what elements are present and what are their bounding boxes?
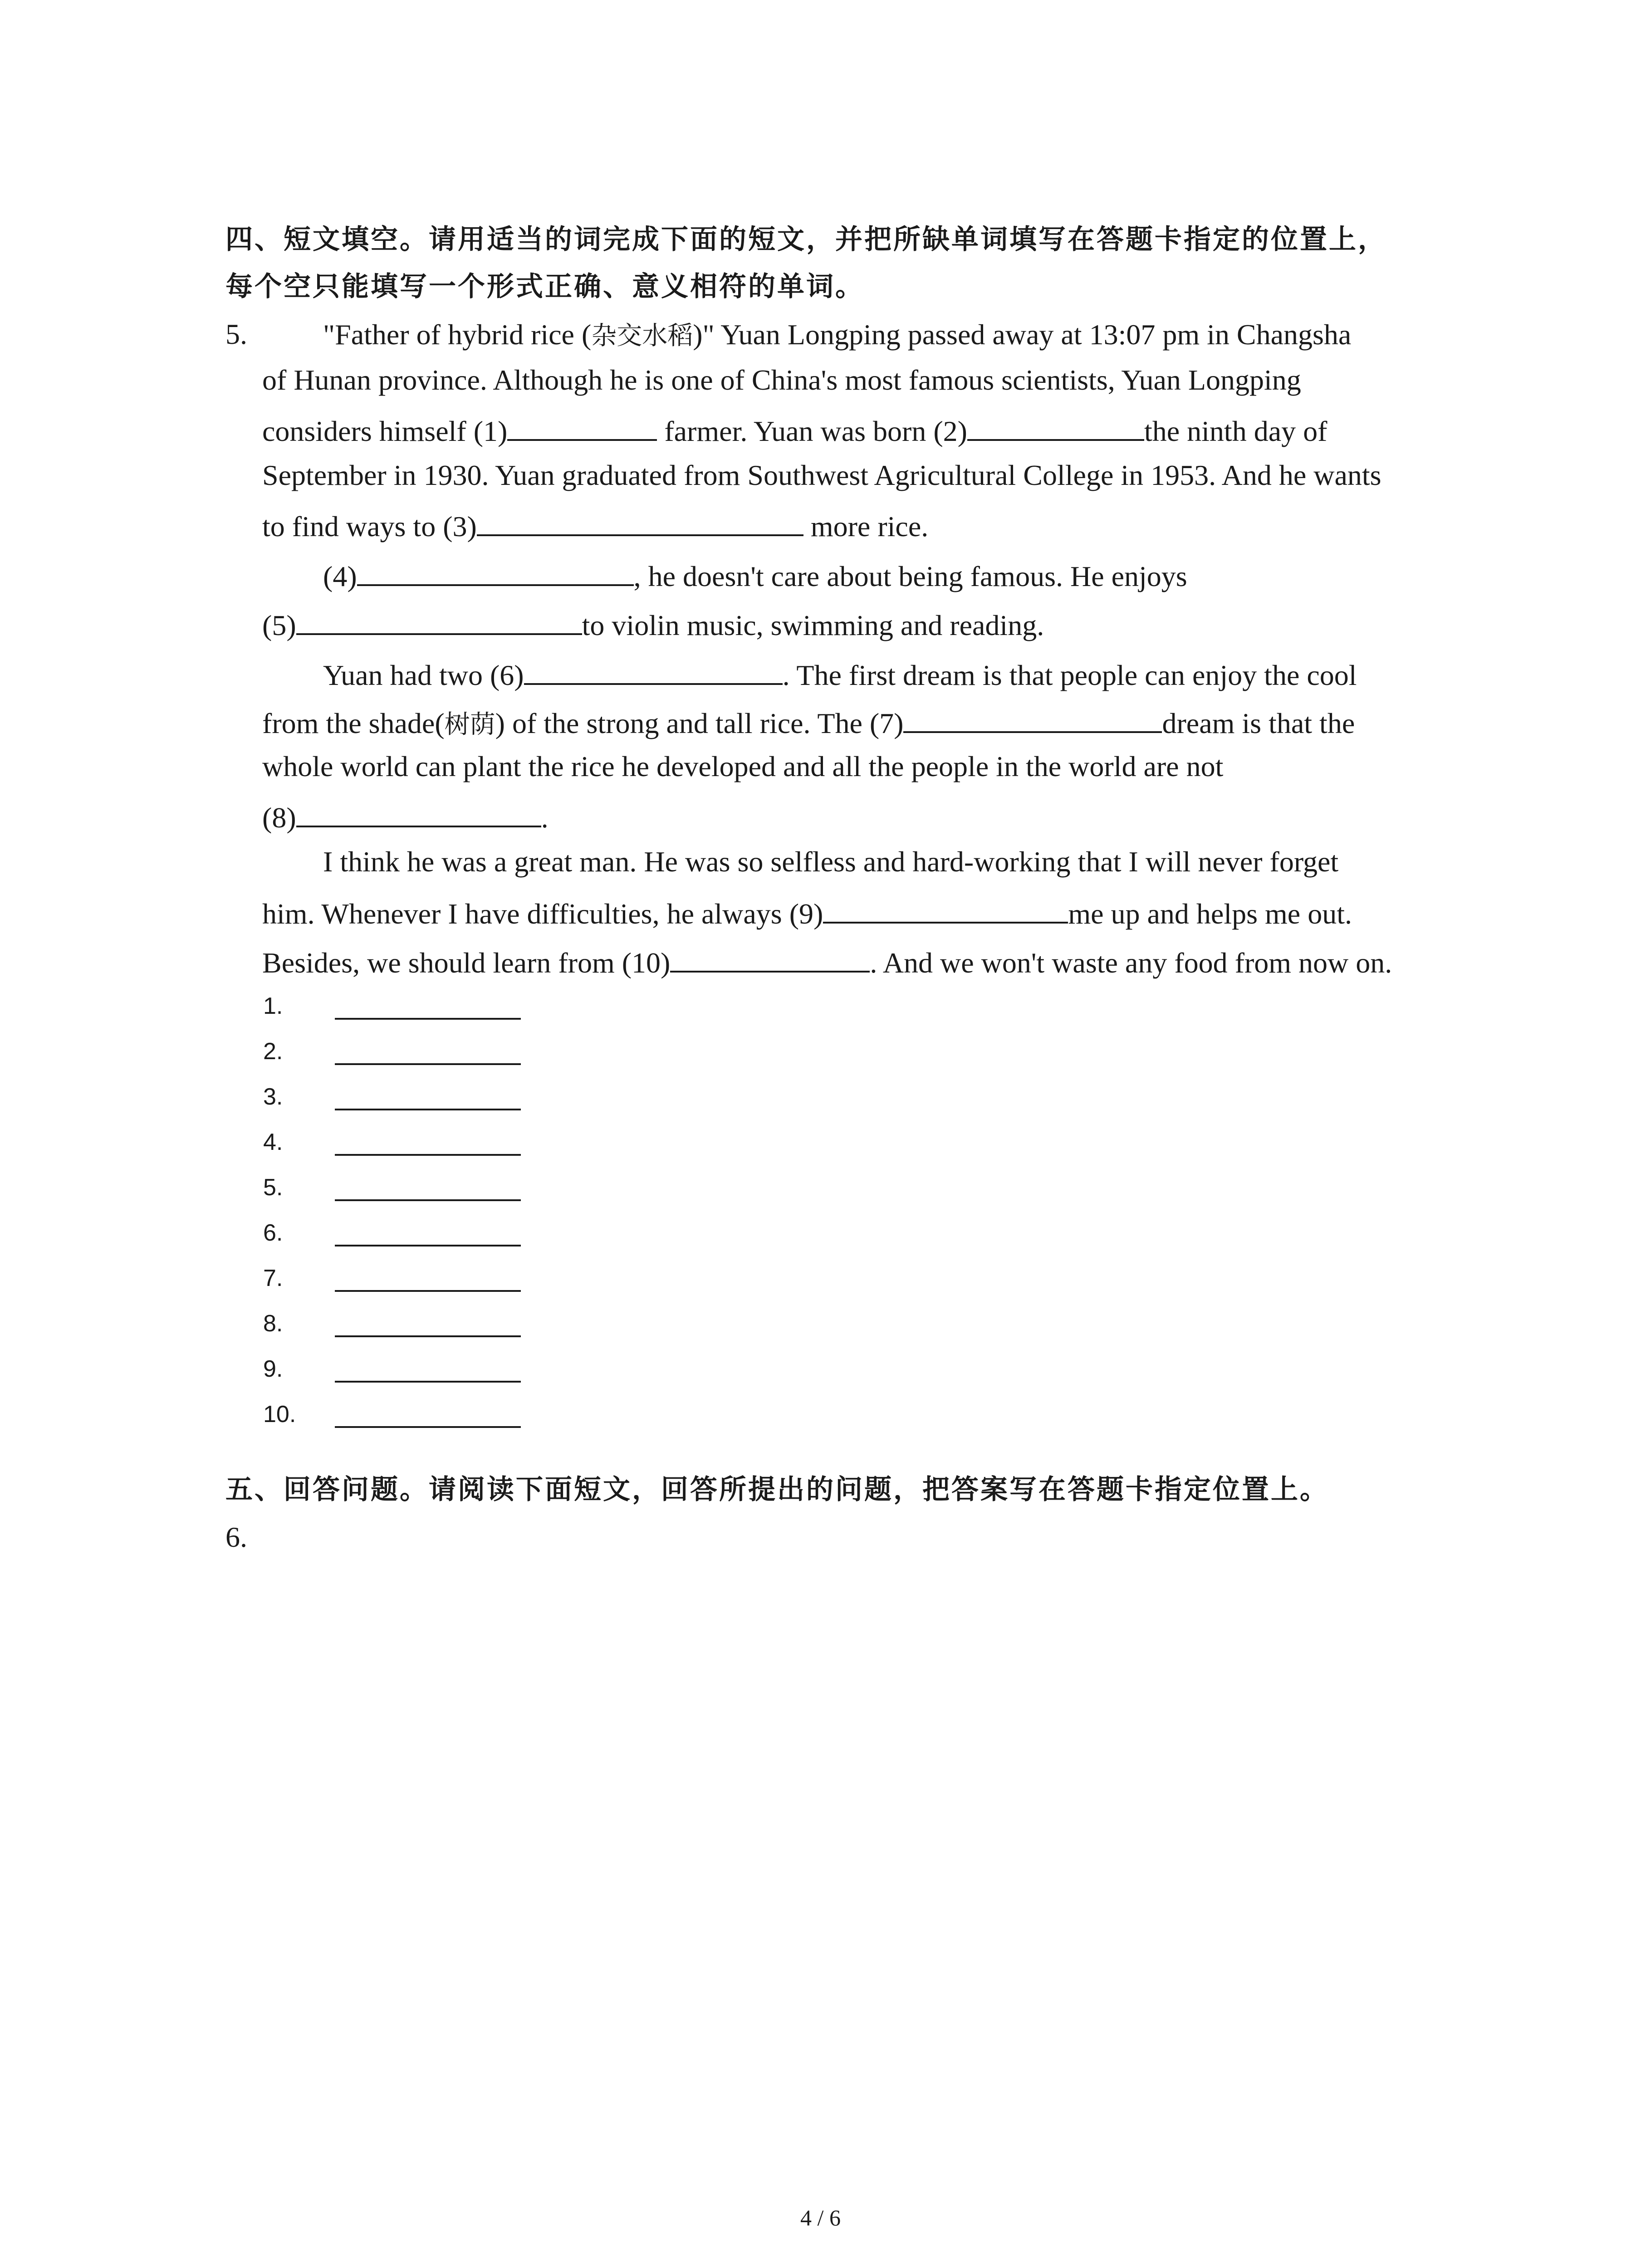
text-run: (5) — [262, 609, 296, 641]
text-run: to violin music, swimming and reading. — [582, 609, 1044, 641]
answer-line[interactable] — [335, 1245, 521, 1246]
text-run: , he doesn't care about being famous. He enjoys — [633, 560, 1187, 592]
text-run: more rice. — [803, 510, 929, 543]
answer-number: 7. — [263, 1265, 283, 1291]
blank-9[interactable] — [823, 896, 1068, 924]
passage-line: September in 1930. Yuan graduated from Southwest Agricultural College in 1953. And he wants — [262, 459, 1381, 491]
text-run: . The first dream is that people can enjoy the cool — [782, 659, 1357, 691]
text-run: farmer. Yuan was born (2) — [657, 415, 967, 447]
answer-line[interactable] — [335, 1426, 521, 1428]
answer-number: 9. — [263, 1356, 283, 1382]
answer-number: 1. — [263, 993, 283, 1019]
answer-line[interactable] — [335, 1063, 521, 1065]
chinese-gloss: 杂交水稻 — [591, 321, 693, 351]
answer-line[interactable] — [335, 1381, 521, 1383]
section-5-heading: 五、回答问题。请阅读下面短文，回答所提出的问题，把答案写在答题卡指定位置上。 — [225, 1474, 1329, 1505]
answer-row — [263, 1265, 535, 1305]
passage-line — [323, 320, 1351, 349]
blank-10[interactable] — [670, 945, 870, 973]
answer-row — [263, 1355, 535, 1396]
passage-line — [262, 706, 1355, 738]
answer-number: 2. — [263, 1038, 283, 1065]
passage-line — [262, 800, 549, 832]
passage-line: whole world can plant the rice he developed and all the people in the world are not — [262, 750, 1224, 782]
text-run: considers himself (1) — [262, 415, 508, 447]
answer-row — [263, 1310, 535, 1351]
answer-line[interactable] — [335, 1109, 521, 1110]
text-run: "Father of hybrid rice ( — [323, 318, 592, 351]
page-number: 4 / 6 — [800, 2205, 841, 2230]
text-run: . And we won't waste any food from now on. — [870, 947, 1392, 979]
blank-7[interactable] — [903, 706, 1162, 733]
text-run: to find ways to (3) — [262, 510, 477, 543]
answer-row — [263, 1038, 535, 1079]
answer-line[interactable] — [335, 1290, 521, 1292]
question-5-number: 5. — [225, 318, 247, 350]
answer-number: 4. — [263, 1129, 283, 1155]
answer-line[interactable] — [335, 1199, 521, 1201]
answer-row — [263, 1401, 535, 1442]
answer-line[interactable] — [335, 1018, 521, 1020]
passage-line — [262, 608, 1044, 640]
passage-line — [262, 414, 1327, 446]
blank-8[interactable] — [296, 800, 541, 827]
text-run: dream is that the — [1162, 707, 1355, 739]
answer-line[interactable] — [335, 1335, 521, 1337]
text-run: Yuan had two (6) — [323, 659, 524, 691]
answer-number: 6. — [263, 1220, 283, 1246]
text-run: Besides, we should learn from (10) — [262, 947, 671, 979]
text-run: from the shade( — [262, 707, 445, 739]
answer-number: 10. — [263, 1401, 296, 1427]
question-6-number: 6. — [225, 1521, 247, 1553]
text-run: (8) — [262, 802, 296, 834]
passage-line — [323, 559, 1187, 591]
chinese-gloss: 树荫 — [444, 710, 495, 739]
answer-row — [263, 992, 535, 1033]
blank-4[interactable] — [357, 559, 634, 586]
answer-line[interactable] — [335, 1154, 521, 1156]
answer-row — [263, 1129, 535, 1169]
text-run: (4) — [323, 560, 357, 592]
blank-3[interactable] — [477, 509, 803, 536]
passage-line: of Hunan province. Although he is one of China's most famous scientists, Yuan Longping — [262, 364, 1301, 396]
text-run: him. Whenever I have difficulties, he always (9) — [262, 898, 823, 930]
blank-1[interactable] — [507, 414, 657, 441]
text-run: )" Yuan Longping passed away at 13:07 pm in Changsha — [693, 318, 1352, 351]
passage-line — [323, 658, 1357, 690]
text-run: me up and helps me out. — [1068, 898, 1352, 930]
passage-line — [262, 945, 1392, 978]
text-run: the ninth day of — [1144, 415, 1327, 447]
passage-line: I think he was a great man. He was so selfless and hard-working that I will never forget — [323, 846, 1339, 878]
answer-row — [263, 1083, 535, 1124]
blank-2[interactable] — [967, 414, 1144, 441]
answer-row — [263, 1219, 535, 1260]
section-4-heading-line2: 每个空只能填写一个形式正确、意义相符的单词。 — [225, 271, 864, 303]
text-run: ) of the strong and tall rice. The (7) — [495, 707, 904, 739]
blank-5[interactable] — [296, 608, 582, 635]
section-4-heading-line1: 四、短文填空。请用适当的词完成下面的短文，并把所缺单词填写在答题卡指定的位置上， — [225, 224, 1387, 255]
answer-number: 5. — [263, 1174, 283, 1201]
blank-6[interactable] — [524, 658, 783, 685]
answer-number: 8. — [263, 1310, 283, 1337]
passage-line — [262, 509, 928, 541]
answer-number: 3. — [263, 1084, 283, 1110]
passage-line — [262, 896, 1352, 929]
answer-row — [263, 1174, 535, 1215]
text-run: . — [541, 802, 549, 834]
